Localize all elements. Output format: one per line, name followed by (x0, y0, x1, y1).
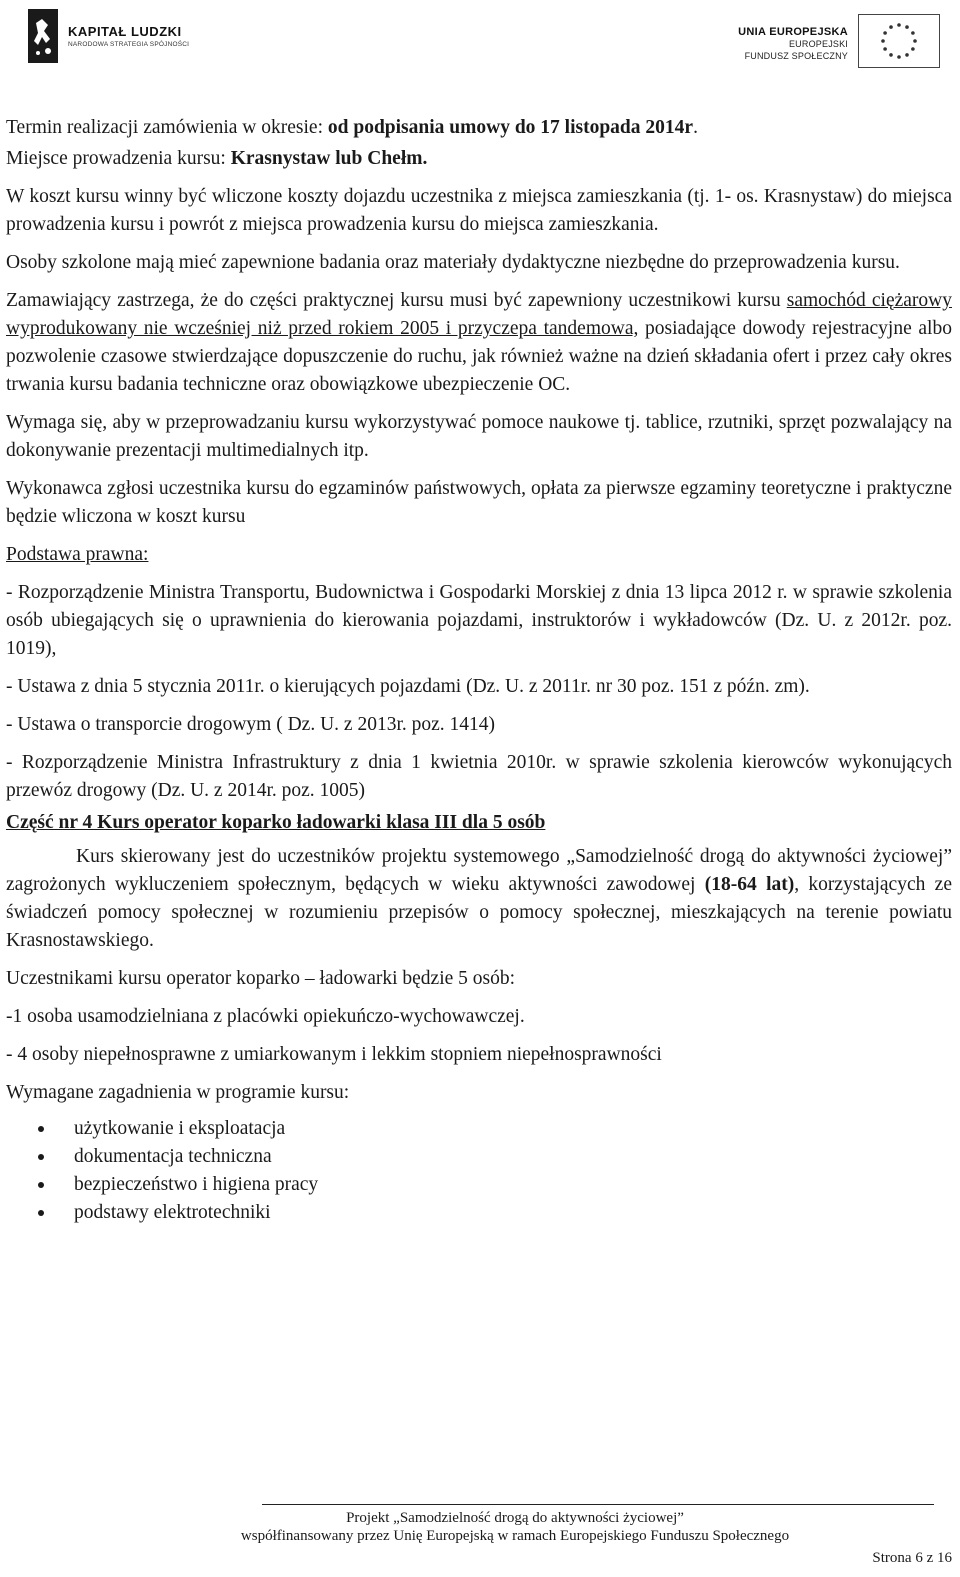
eu-logo (738, 14, 940, 68)
completion-date-paragraph (6, 114, 952, 142)
eu-title: UNIA EUROPEJSKA (738, 26, 848, 38)
section-title-part-4: Część nr 4 Kurs operator koparko ładowarki klasa III dla 5 osób (6, 812, 546, 833)
footer-project-line: Projekt „Samodzielność drogą do aktywności życiowej” (346, 1510, 684, 1526)
footer (120, 1509, 910, 1545)
eu-flag-icon (858, 14, 940, 68)
kapital-ludzki-logo (28, 6, 189, 66)
medical-materials-paragraph: Osoby szkolone mają mieć zapewnione badania oraz materiały dydaktyczne niezbędne do przeprowadzenia kursu. (6, 252, 900, 273)
target-group-age: (18-64 lat) (704, 874, 795, 895)
completion-date-label: Termin realizacji zamówienia w okresie: (6, 117, 328, 138)
completion-date-end: . (693, 117, 698, 138)
footer-cofinance-line: współfinansowany przez Unię Europejską w ramach Europejskiego Funduszu Społecznego (240, 1528, 790, 1544)
law-item-3: - Ustawa o transporcie drogowym ( Dz. U. z 2013r. poz. 1414) (6, 714, 496, 735)
vehicle-requirement-underlined: samochód ciężarowy wyprodukowany nie wcześniej niż przed rokiem 2005 i przyczepa tandemowa, (6, 290, 953, 339)
completion-date-value: od podpisania umowy do 17 listopada 2014r (327, 117, 694, 138)
target-group-rest: , korzystających ze świadczeń pomocy społecznej w rozumieniu przepisów o pomocy społecznej, mieszkających na terenie powiatu Krasnostawskiego. (6, 874, 952, 951)
teaching-aids-paragraph: Wymaga się, aby w przeprowadzaniu kursu wykorzystywać pomoce naukowe tj. tablice, rzutniki, sprzęt pozwalający na dokonywanie prezentacji multimedialnych itp. (6, 412, 952, 461)
kl-title: KAPITAŁ LUDZKI (68, 24, 182, 39)
list-item: użytkowanie i eksploatacja (6, 1115, 952, 1143)
page-number: Strona 6 z 16 (872, 1550, 952, 1566)
target-group-intro: Kurs skierowany jest do uczestników projektu systemowego „Samodzielność drogą do aktywności życiowej” zagrożonych wykluczeniem społecznym, będących w wieku aktywności zawodowej (6, 846, 952, 895)
participant-group-1: -1 osoba usamodzielniana z placówki opiekuńczo-wychowawczej. (6, 1006, 525, 1027)
vehicle-requirement-rest: posiadające dowody rejestracyjne albo pozwolenie czasowe stwierdzające dopuszczenie do ruchu, jak również ważne na dzień składania ofert i przez cały okres trwania kursu badania techniczne oraz obowiązkowe ubezpieczenie OC. (6, 318, 952, 395)
participants-count-paragraph: Uczestnikami kursu operator koparko – ładowarki będzie 5 osób: (6, 968, 516, 989)
law-item-2: - Ustawa z dnia 5 stycznia 2011r. o kierujących pojazdami (Dz. U. z 2011r. nr 30 poz. 151 z późn. zm). (6, 676, 810, 697)
course-location-paragraph (6, 145, 952, 173)
list-item: podstawy elektrotechniki (6, 1199, 952, 1227)
list-item: dokumentacja techniczna (6, 1143, 952, 1171)
vehicle-requirement-paragraph (6, 287, 952, 399)
eu-line2: FUNDUSZ SPOŁECZNY (744, 51, 848, 61)
law-item-4: - Rozporządzenie Ministra Infrastruktury z dnia 1 kwietnia 2010r. w sprawie szkolenia kierowców wykonujących przewóz drogowy (Dz. U. z 2014r. poz. 1005) (6, 752, 952, 801)
eu-line1: EUROPEJSKI (788, 39, 848, 49)
course-location-label: Miejsce prowadzenia kursu: (6, 148, 231, 169)
law-item-1: - Rozporządzenie Ministra Transportu, Budownictwa i Gospodarki Morskiej z dnia 13 lipca 2012 r. w sprawie szkolenia osób ubiegających się o uprawnienia do kierowania pojazdami, instruktorów i wykładowców (Dz. U. z 2012r. poz. 1019), (6, 582, 952, 659)
target-group-paragraph (6, 843, 952, 955)
vehicle-requirement-intro: Zamawiający zastrzega, że do części praktycznej kursu musi być zapewniony uczestnikowi kursu (6, 290, 787, 311)
list-item: bezpieczeństwo i higiena pracy (6, 1171, 952, 1199)
exam-registration-paragraph: Wykonawca zgłosi uczestnika kursu do egzaminów państwowych, opłata za pierwsze egzaminy teoretyczne i praktyczne będzie wliczona w koszt kursu (6, 478, 952, 527)
document-body (6, 114, 952, 1227)
course-location-value: Krasnystaw lub Chełm. (230, 148, 428, 169)
participant-group-2: - 4 osoby niepełnosprawne z umiarkowanym i lekkim stopniem niepełnosprawności (6, 1044, 662, 1065)
kl-subtitle: NARODOWA STRATEGIA SPÓJNOŚCI (68, 41, 190, 48)
legal-basis-heading: Podstawa prawna: (6, 544, 149, 565)
required-topics-list (6, 1115, 952, 1227)
footer-divider (262, 1504, 934, 1505)
kapital-ludzki-emblem-icon (28, 9, 58, 63)
travel-costs-paragraph: W koszt kursu winny być wliczone koszty dojazdu uczestnika z miejsca zamieszkania (tj. 1- os. Krasnystaw) do miejsca prowadzenia kursu i powrót z miejsca prowadzenia kursu do miejsca zamieszkania. (6, 186, 952, 235)
required-topics-heading: Wymagane zagadnienia w programie kursu: (6, 1082, 350, 1103)
